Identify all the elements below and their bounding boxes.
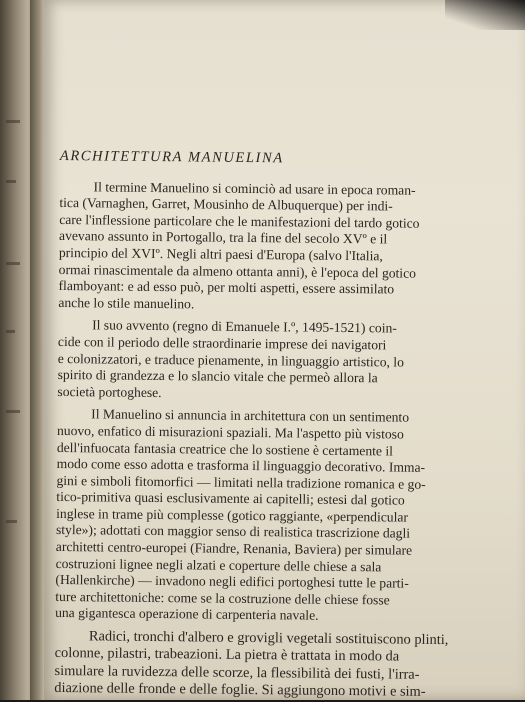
text-line: modo come esso adotta e trasforma il linguaggio decorativo. Imma- (56, 456, 426, 475)
facing-page-mark (6, 410, 20, 413)
text-line: Il Manuelino si annuncia in architettura con un sentimento (91, 406, 410, 425)
text-line: inglese in trame più complesse (gotico raggiante, «perpendicular (56, 505, 409, 525)
text-line: cide con il periodo delle straordinarie imprese dei navigatori (57, 333, 387, 353)
text-line: costruzioni lignee negli alzati e coperture delle chiese a sala (55, 555, 382, 575)
text-line: simulare la ruvidezza delle scorze, la flessibilità dei fusti, l'irra- (54, 662, 420, 683)
text-line: spirito di grandezza e lo slancio vitale che permeò allora la (57, 367, 378, 386)
section-heading: ARCHITETTURA MANUELINA (59, 148, 284, 167)
text-line: diazione delle fronde e delle foglie. Si aggiungono motivi e sim- (54, 680, 426, 701)
text-line: tico-primitiva quasi esclusivamente ai capitelli; estesi dal gotico (56, 489, 405, 508)
text-line: società portoghese. (57, 383, 162, 400)
text-line: gini e simboli fitomorfici — limitati nella tradizione romanica e go- (56, 472, 426, 492)
paragraph (57, 317, 504, 405)
text-line: dell'infuocata fantasia creatrice che lo sostiene è certamente il (56, 439, 394, 459)
paragraph (58, 179, 505, 316)
text-line: colonne, pilastri, trabeazioni. La pietra è trattata in modo da (54, 645, 400, 666)
paragraph (54, 628, 501, 702)
text-line: ture architettoniche: come se la costruzione delle chiese fosse (55, 588, 390, 608)
facing-page-mark (6, 120, 20, 123)
text-line: avevano assunto in Portogallo, tra la fine del secolo XVº e il (59, 228, 388, 247)
paragraph (55, 406, 503, 626)
facing-page-mark (6, 520, 17, 523)
text-line: una gigantesca operazione di carpenteria navale. (55, 605, 319, 624)
facing-page-mark (6, 180, 16, 183)
facing-page-mark (6, 330, 15, 333)
text-line: Il suo avvento (regno di Emanuele I.º, 1495-1521) coin- (92, 317, 397, 336)
text-line: care l'inflessione particolare che le manifestazioni del tardo gotico (59, 211, 420, 231)
text-line: tica (Varnaghen, Garret, Mousinho de Albuquerque) per indi- (59, 195, 393, 214)
facing-page-mark (6, 262, 20, 265)
text-line: Il termine Manuelino si cominciò ad usare in epoca roman- (93, 178, 416, 198)
page-corner-shadow (445, 0, 525, 30)
text-line: principio del XVIº. Negli altri paesi d'Europa (salvo l'Italia, (58, 244, 383, 264)
text-line: (Hallenkirche) — invadono negli edifici portoghesi tutte le parti- (55, 572, 409, 591)
text-line: anche lo stile manuelino. (58, 294, 195, 312)
text-line: e colonizzatori, e traduce pienamente, in linguaggio artistico, lo (57, 350, 405, 370)
text-line: Radici, tronchi d'albero e grovigli vegetali sostituiscono plinti, (88, 628, 449, 649)
facing-page-edge (0, 0, 34, 700)
page-text (54, 148, 506, 702)
text-line: style»); adottati con maggior senso di realistica trascrizione dagli (55, 522, 411, 542)
text-line: nuovo, enfatico di misurazioni spaziali. Ma l'aspetto più vistoso (56, 422, 404, 442)
book-page (44, 0, 525, 700)
text-line: ormai rinascimentale da almeno ottanta anni), è l'epoca del gotico (58, 261, 417, 281)
text-line: flamboyant: e ad esso può, per molti aspetti, essere assimilato (58, 278, 395, 297)
text-line: architetti centro-europei (Fiandre, Renania, Baviera) per simulare (55, 539, 413, 558)
